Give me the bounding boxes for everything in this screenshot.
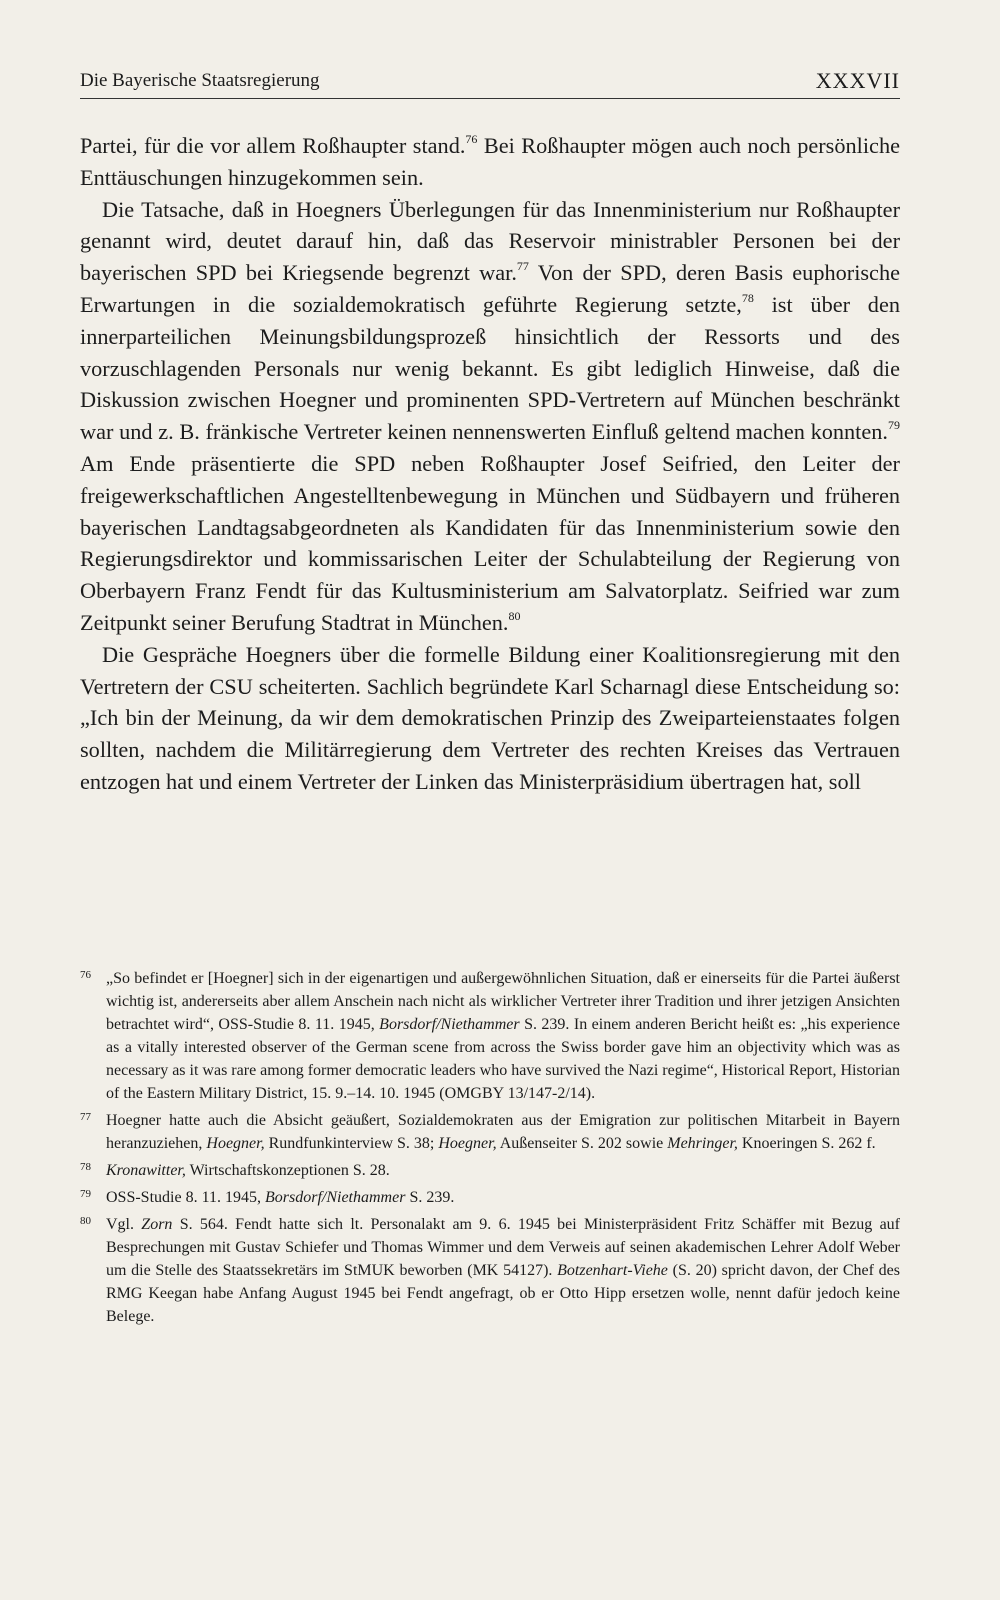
footnote-number: 80 — [80, 1215, 91, 1227]
footnote-ref-76[interactable]: 76 — [465, 132, 478, 146]
footnote-number: 76 — [80, 969, 91, 981]
footnote-78: 78 Kronawitter, Wirtschaftskonzeptionen S. 28. — [80, 1159, 900, 1182]
paragraph-1: Partei, für die vor allem Roßhaupter stand.$^{76}$ Bei Roßhaupter mögen auch noch persönliche Enttäuschungen hinzugekommen sein. — [80, 132, 900, 190]
footnote-ref-78[interactable]: 78 — [741, 290, 754, 305]
footnote-77: 77 Hoegner hatte auch die Absicht geäußert, Sozialdemokraten aus der Emigration zur politischen Mitarbeit in Bayern heranzuziehen, Hoegner, Rundfunkinterview S. 38; Hoegner, Außenseiter S. 202 sowie Mehringer, Knoeringen S. 262 f. — [80, 1109, 900, 1155]
footnote-ref-79[interactable]: 79 — [888, 418, 900, 433]
running-title: Die Bayerische Staatsregierung — [80, 70, 320, 91]
main-text — [80, 130, 900, 798]
footnote-ref-80[interactable]: 80 — [508, 608, 521, 623]
paragraph-3: Die Gespräche Hoegners über die formelle Bildung einer Koalitionsregierung mit den Vertretern der CSU scheiterten. Sachlich begründete Karl Scharnagl diese Entscheidung so: „Ich bin der Meinung, da wir dem demokratischen Prinzip des Zweiparteienstaates folgen sollten, nachdem die Militärregierung dem Vertreter des rechten Kreises das Vertrauen entzogen hat und einem Vertreter der Linken das Ministerpräsidium übertragen hat, soll — [80, 641, 900, 794]
footnote-number: 79 — [80, 1188, 91, 1200]
footnote-76: 76 „So befindet er [Hoegner] sich in der eigenartigen und außergewöhnlichen Situation, daß er einerseits für die Partei äußerst wichtig ist, andererseits aber allem Anschein nach nicht als wirklicher Vertreter ihrer Tradition und ihrer jetzigen Ansichten betrachtet wird“, OSS-Studie 8. 11. 1945, Borsdorf/Niethammer S. 239. In einem anderen Bericht heißt es: „his experience as a vitally interested observer of the German scene from across the Swiss border gave him an objectivity which was as necessary as it was rare among former democratic leaders who have survived the Nazi regime“, Historical Report, Historian of the Eastern Military District, 15. 9.–14. 10. 1945 (OMGBY 13/147-2/14). — [80, 967, 900, 1105]
footnotes — [80, 967, 900, 1332]
footnote-79: 79 OSS-Studie 8. 11. 1945, Borsdorf/Niethammer S. 239. — [80, 1186, 900, 1209]
page-number: XXXVII — [815, 68, 900, 93]
footnote-ref-77[interactable]: 77 — [516, 259, 529, 274]
book-page — [80, 0, 900, 1600]
footnote-80: 80 Vgl. Zorn S. 564. Fendt hatte sich lt. Personalakt am 9. 6. 1945 bei Ministerpräsident Fritz Schäffer mit Bezug auf Besprechungen mit Gustav Schiefer und Thomas Wimmer und dem Verweis auf seinen akademischen Lehrer Adolf Weber um die Stelle des Staatssekretärs im StMUK beworben (MK 54127). Botzenhart-Viehe (S. 20) spricht davon, der Chef des RMG Keegan habe Anfang August 1945 bei Fendt angefragt, ob er Otto Hipp ersetzen wolle, nennt dafür jedoch keine Belege. — [80, 1213, 900, 1328]
page-header — [80, 66, 900, 99]
footnote-number: 77 — [80, 1111, 91, 1123]
footnote-number: 78 — [80, 1161, 91, 1173]
paragraph-2: Die Tatsache, daß in Hoegners Überlegungen für das Innenministerium nur Roßhaupter genannt wird, deutet darauf hin, daß das Reservoir ministrabler Personen bei der bayerischen SPD bei Kriegsende begrenzt war.$^{77}$ Von der SPD, deren Basis euphorische Erwartungen in die sozialdemokratisch geführte Regierung setzte,$^{78}$ ist über den innerparteilichen Meinungsbildungsprozeß hinsichtlich der Ressorts und des vorzuschlagenden Personals nur wenig bekannt. Es gibt lediglich Hinweise, daß die Diskussion zwischen Hoegner und prominenten SPD-Vertretern auf München beschränkt war und z. B. fränkische Vertreter keinen nennenswerten Einfluß geltend machen konnten.$^{79}$ Am Ende präsentierte die SPD neben Roßhaupter Josef Seifried, den Leiter der freigewerkschaftlichen Angestelltenbewegung in München und Südbayern und früheren bayerischen Landtagsabgeordneten als Kandidaten für das Innenministerium sowie den Regierungsdirektor und kommissarischen Leiter der Schulabteilung der Regierung von Oberbayern Franz Fendt für das Kultusministerium am Salvatorplatz. Seifried war zum Zeitpunkt seiner Berufung Stadtrat in München.$^{80}$ — [80, 196, 901, 635]
